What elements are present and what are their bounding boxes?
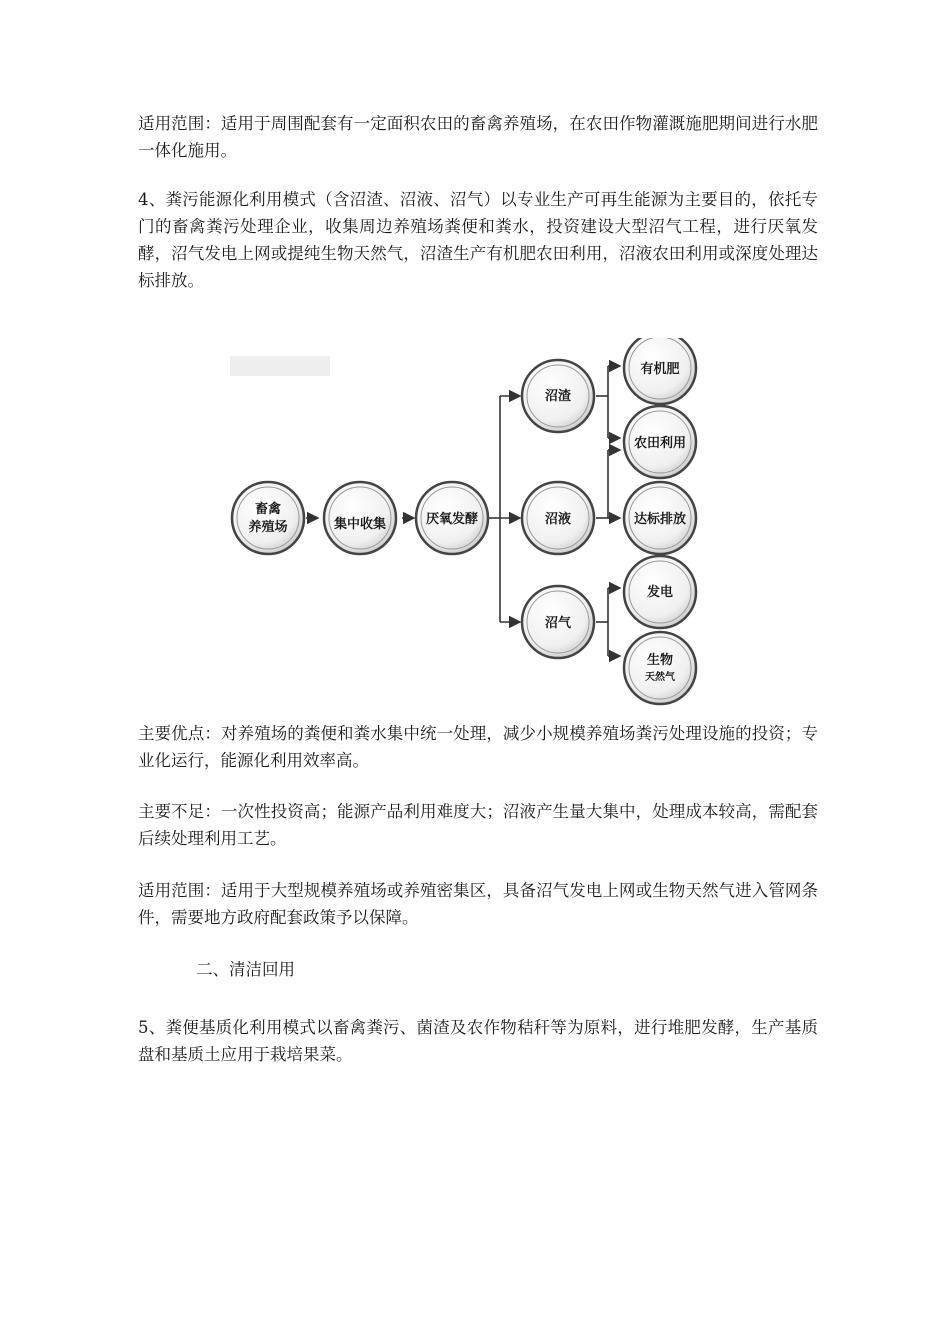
node-discharge: [624, 482, 696, 554]
node-biogas: [522, 586, 594, 658]
substrate-mode-paragraph: 5、粪便基质化利用模式以畜禽粪污、菌渣及农作物秸秆等为原料，进行堆肥发酵，生产基质盘和基质土应用于栽培果菜。: [138, 1018, 818, 1064]
flow-diagram-svg: [222, 338, 702, 710]
node-discharge-label: 达标排放: [633, 512, 687, 527]
node-farmland: [624, 406, 696, 478]
node-power: [624, 556, 696, 628]
section-heading-clean-reuse: 二、清洁回用: [196, 960, 295, 979]
energy-utilization-flow-diagram: [222, 338, 702, 710]
energy-mode-paragraph: 4、粪污能源化利用模式（含沼渣、沼液、沼气）以专业生产可再生能源为主要目的，依托专门的畜禽粪污处理企业，收集周边养殖场粪便和粪水，投资建设大型沼气工程，进行厌氧发酵，沼气发电上网或提纯生物天然气，沼渣生产有机肥农田利用，沼液农田利用或深度处理达标排放。: [138, 190, 818, 290]
node-farmland-label: 农田利用: [633, 436, 687, 451]
node-residue-label: 沼渣: [544, 389, 572, 404]
node-power-label: 发电: [646, 585, 674, 600]
node-source: [232, 482, 304, 554]
node-biogas-label: 沼气: [544, 616, 572, 631]
node-ferment-label: 厌氧发酵: [425, 512, 479, 527]
node-slurry: [522, 482, 594, 554]
disadvantages-paragraph: 主要不足：一次性投资高；能源产品利用难度大；沼液产生量大集中，处理成本较高，需配套后续处理利用工艺。: [138, 802, 818, 848]
node-collect: [324, 482, 396, 554]
node-collect-label: 集中收集: [333, 517, 387, 532]
node-ferment: [416, 482, 488, 554]
node-residue: [522, 360, 594, 432]
faded-title-mark: [230, 356, 330, 376]
node-fertilizer-label: 有机肥: [640, 362, 680, 377]
scope-paragraph-1: 适用范围：适用于周围配套有一定面积农田的畜禽养殖场，在农田作物灌溉施肥期间进行水肥一体化施用。: [138, 114, 818, 160]
node-slurry-label: 沼液: [544, 512, 572, 527]
node-source-line1: 畜禽: [254, 502, 282, 517]
node-natural-gas: [624, 632, 696, 704]
advantages-paragraph: 主要优点：对养殖场的粪便和粪水集中统一处理，减少小规模养殖场粪污处理设施的投资；专业化运行，能源化利用效率高。: [138, 724, 818, 770]
node-fertilizer: [624, 338, 696, 404]
node-source-line2: 养殖场: [248, 520, 288, 535]
node-natural-gas-line2: 天然气: [645, 672, 675, 683]
node-natural-gas-line1: 生物: [646, 653, 674, 668]
scope-paragraph-2: 适用范围：适用于大型规模养殖场或养殖密集区，具备沼气发电上网或生物天然气进入管网条件，需要地方政府配套政策予以保障。: [138, 881, 818, 927]
